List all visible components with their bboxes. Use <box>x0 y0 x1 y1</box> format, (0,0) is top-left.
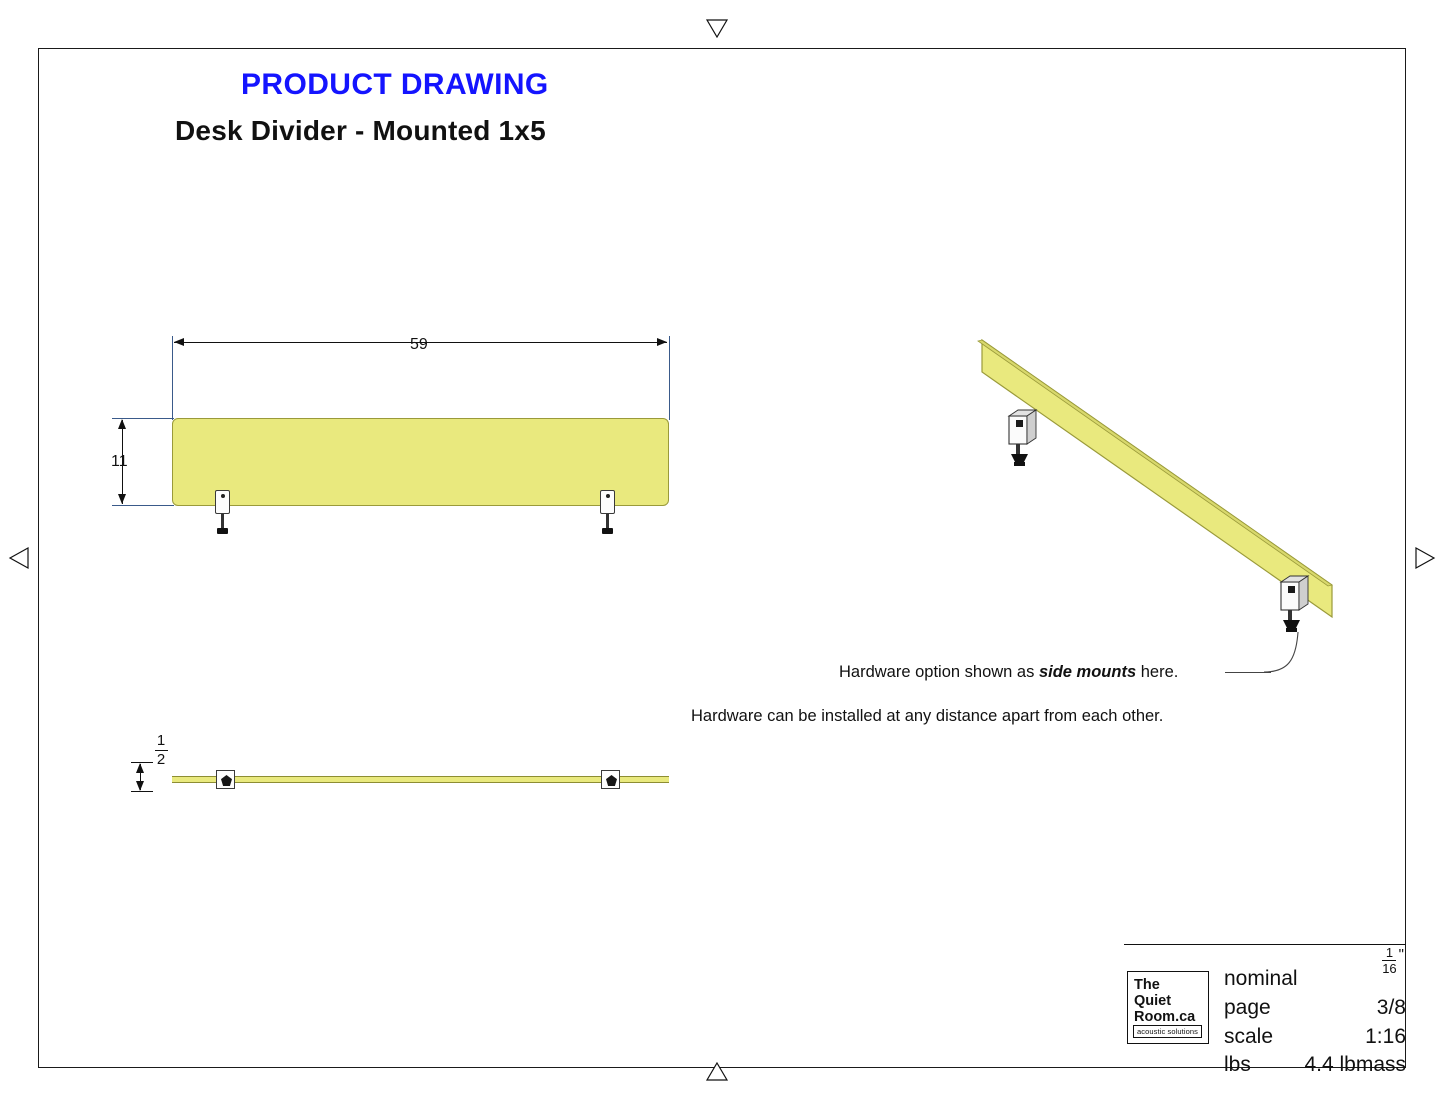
ext-line-right <box>669 336 670 420</box>
hardware-note-part2: here. <box>1136 663 1179 681</box>
clamp-stem <box>221 514 224 528</box>
clamp-iso-right <box>1281 576 1308 632</box>
center-mark-right-icon <box>1414 546 1436 570</box>
clamp-front-right <box>600 490 615 534</box>
isometric-view <box>950 320 1370 650</box>
hardware-spacing-note: Hardware can be installed at any distance apart from each other. <box>691 707 1164 725</box>
row-value: 1:16 <box>1365 1024 1406 1048</box>
company-logo <box>1127 971 1209 1044</box>
title-block-rows <box>1224 965 1406 1080</box>
drawing-subtitle: Desk Divider - Mounted 1x5 <box>175 115 546 146</box>
height-dimension-label: 11 <box>111 453 128 470</box>
thickness-dimension-label <box>153 733 169 768</box>
thickness-ext-bottom <box>131 791 153 792</box>
logo-tagline: acoustic solutions <box>1133 1025 1202 1038</box>
clamp-knob <box>602 528 613 534</box>
title-block <box>1124 944 1406 1077</box>
row-label: page <box>1224 995 1271 1019</box>
title-block-rule <box>1124 944 1406 945</box>
clamp-edge-core-icon <box>221 775 232 786</box>
clamp-edge-right <box>601 770 620 789</box>
width-arrow-left-icon <box>174 338 184 346</box>
row-label: scale <box>1224 1024 1274 1048</box>
width-arrow-right-icon <box>657 338 667 346</box>
tolerance-unit: " <box>1398 946 1404 963</box>
clamp-screw-dot-icon <box>606 494 610 498</box>
logo-line-3: Room.ca <box>1134 1009 1196 1026</box>
logo-line-2: Quiet <box>1134 993 1172 1010</box>
hardware-option-note <box>839 663 1178 682</box>
row-value: 4.4 lbmass <box>1304 1053 1406 1077</box>
divider-panel-edge <box>172 776 669 783</box>
center-mark-top-icon <box>705 18 729 38</box>
title-block-row-nominal <box>1224 965 1406 994</box>
height-arrow-down-icon <box>118 494 126 504</box>
clamp-stem <box>606 514 609 528</box>
clamp-knob <box>217 528 228 534</box>
title-block-row-page <box>1224 994 1406 1023</box>
center-mark-left-icon <box>8 546 30 570</box>
width-dimension-label: 59 <box>410 336 428 353</box>
row-value: 3/8 <box>1376 995 1406 1019</box>
logo-text <box>1134 977 1208 1026</box>
height-arrow-up-icon <box>118 419 126 429</box>
title-block-row-scale <box>1224 1023 1406 1052</box>
thickness-numerator: 1 <box>156 732 166 749</box>
center-mark-bottom-icon <box>705 1062 729 1082</box>
thickness-denominator: 2 <box>156 750 166 768</box>
ext-line-left <box>172 336 173 420</box>
tolerance-numerator: 1 <box>1385 945 1394 960</box>
divider-panel-front <box>172 418 669 506</box>
clamp-body <box>215 490 230 514</box>
thickness-arrow-down-icon <box>136 781 144 791</box>
clamp-edge-core-icon <box>606 775 617 786</box>
row-label: lbs <box>1224 1053 1251 1077</box>
hardware-note-part1: Hardware option shown as <box>839 663 1039 681</box>
drawing-title: PRODUCT DRAWING <box>241 68 549 101</box>
clamp-screw-dot-icon <box>221 494 225 498</box>
divider-panel-iso <box>982 340 1332 617</box>
clamp-iso-left <box>1009 410 1036 466</box>
clamp-front-left <box>215 490 230 534</box>
hardware-note-emphasis: side mounts <box>1038 663 1137 681</box>
row-label: nominal <box>1224 967 1298 990</box>
logo-line-1: The <box>1134 977 1160 993</box>
ext-line-bottom <box>112 505 174 506</box>
note-leader-arc <box>1262 630 1302 676</box>
clamp-body <box>600 490 615 514</box>
divider-panel-top-edge <box>978 340 1332 586</box>
tolerance-denominator: 16 <box>1382 961 1397 976</box>
title-block-row-lbs <box>1224 1051 1406 1080</box>
thickness-arrow-up-icon <box>136 763 144 773</box>
clamp-edge-left <box>216 770 235 789</box>
